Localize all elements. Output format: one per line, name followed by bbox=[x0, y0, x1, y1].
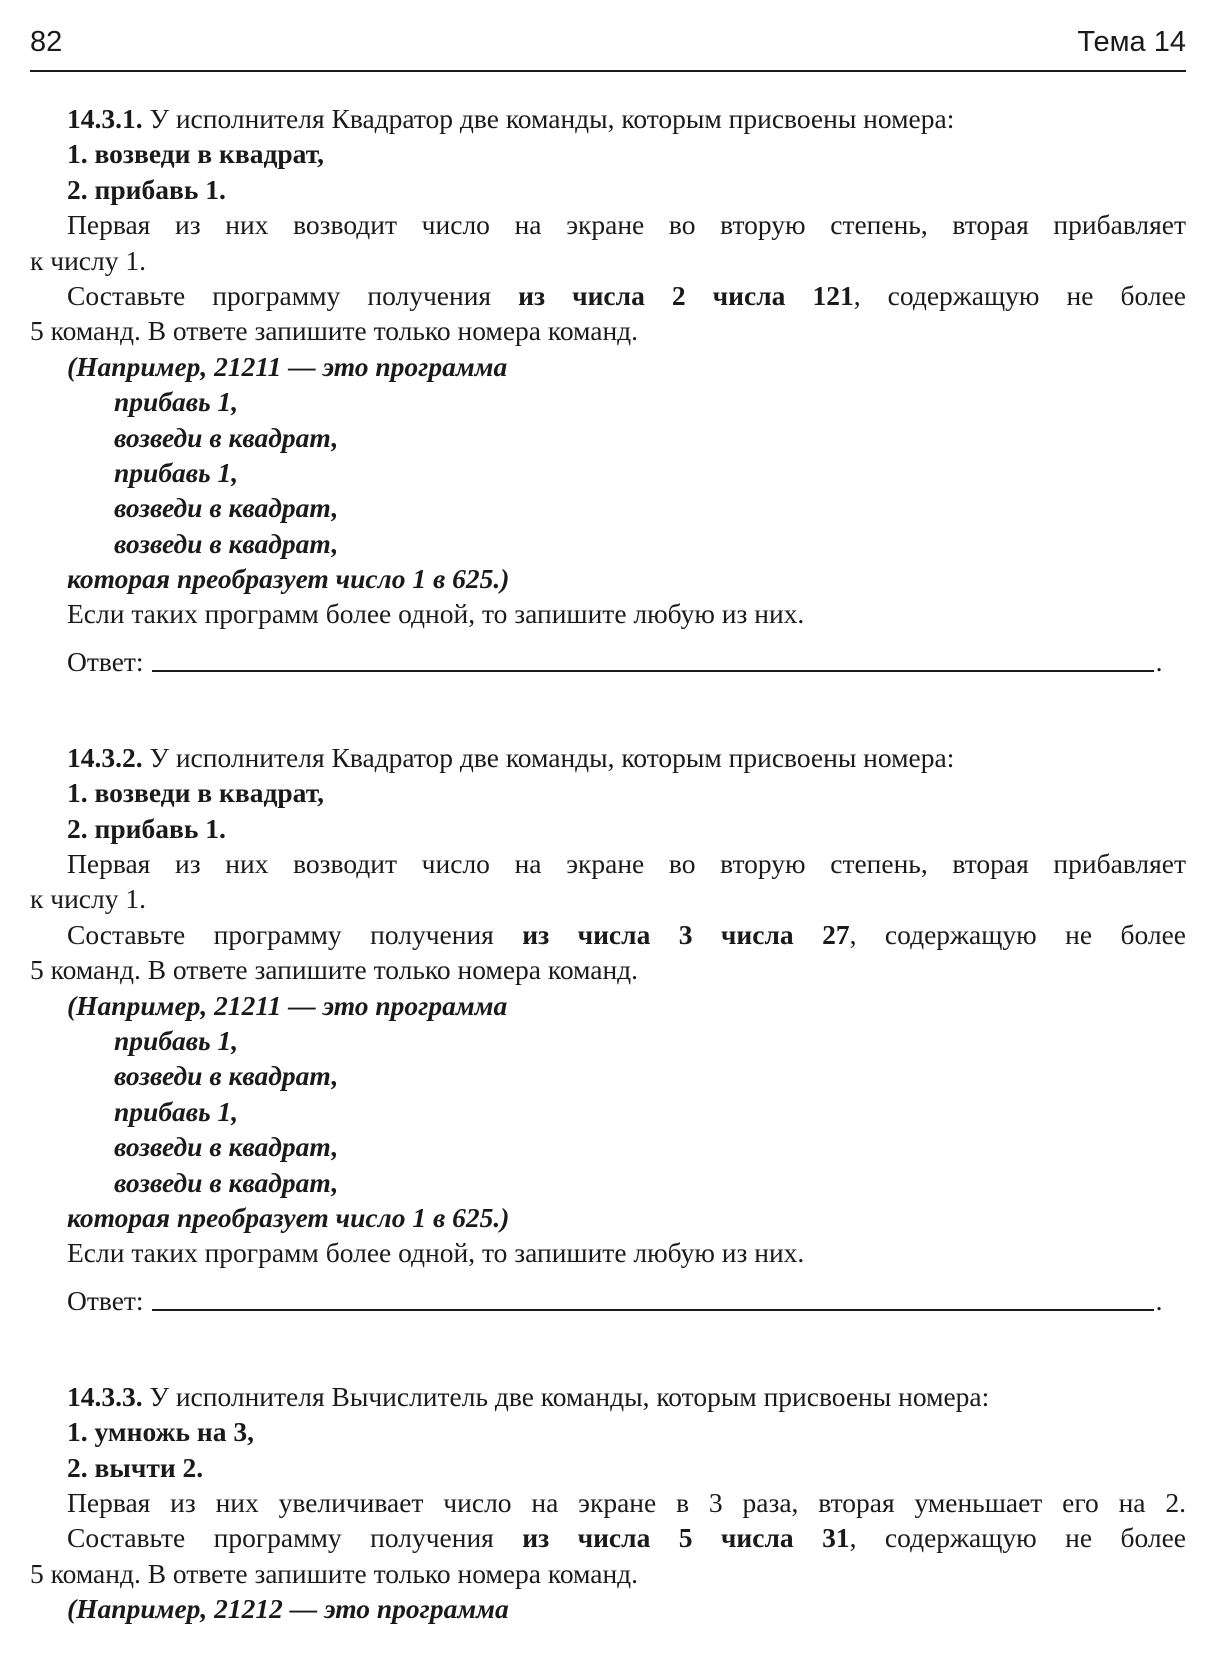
command-2: 2. прибавь 1. bbox=[67, 173, 226, 205]
task-number: 14.3.1. bbox=[67, 103, 143, 134]
task-intro bbox=[30, 101, 1186, 136]
answer-blank-line[interactable] bbox=[152, 1285, 1154, 1311]
description-line: к числу 1. bbox=[30, 883, 146, 915]
task-14-3-1 bbox=[30, 101, 1186, 680]
answer-label: Ответ: bbox=[67, 646, 144, 678]
task-intro-text: У исполнителя Квадратор две команды, которым присвоены номера: bbox=[149, 103, 955, 134]
example-intro: (Например, 21212 — это программа bbox=[67, 1593, 509, 1625]
answer-row: Ответ: . bbox=[30, 640, 1186, 680]
example-step: прибавь 1, bbox=[114, 386, 239, 418]
task-number: 14.3.2. bbox=[67, 741, 143, 773]
example-intro: (Например, 21211 — это программа bbox=[67, 350, 508, 382]
example-outro: которая преобразует число 1 в 625.) bbox=[67, 1201, 510, 1233]
task-statement: Составьте программу получения из числа 2 числа 121, содержащую не более bbox=[67, 279, 1187, 311]
task-intro bbox=[30, 1379, 1186, 1414]
task-statement: Составьте программу получения из числа 5 числа 31, содержащую не более bbox=[67, 1522, 1187, 1554]
task-statement: Составьте программу получения из числа 3 числа 27, содержащую не более bbox=[67, 918, 1187, 950]
answer-label: Ответ: bbox=[67, 1285, 144, 1317]
task-statement: 5 команд. В ответе запишите только номера команд. bbox=[30, 1557, 639, 1589]
task-target: из числа 2 числа 121 bbox=[518, 279, 854, 311]
answer-row: Ответ: . bbox=[30, 1279, 1186, 1319]
example-step: прибавь 1, bbox=[114, 1024, 239, 1056]
task-note: Если таких программ более одной, то запишите любую из них. bbox=[67, 598, 805, 630]
task-intro-text: У исполнителя Квадратор две команды, которым присвоены номера: bbox=[149, 741, 955, 773]
task-14-3-3 bbox=[30, 1379, 1186, 1627]
description-line: Первая из них увеличивает число на экране в 3 раза, вторая уменьшает его на 2. bbox=[67, 1486, 1186, 1518]
answer-blank-line[interactable] bbox=[152, 646, 1154, 672]
task-intro-text: У исполнителя Вычислитель две команды, которым присвоены номера: bbox=[149, 1380, 990, 1412]
page-content bbox=[30, 101, 1186, 1626]
task-intro bbox=[30, 740, 1186, 775]
task-statement: 5 команд. В ответе запишите только номера команд. bbox=[30, 954, 639, 986]
command-2: 2. вычти 2. bbox=[67, 1451, 204, 1483]
example-outro: которая преобразует число 1 в 625.) bbox=[67, 563, 510, 595]
example-step: возведи в квадрат, bbox=[114, 492, 339, 524]
example-step: возведи в квадрат, bbox=[114, 1060, 339, 1092]
page-header bbox=[30, 22, 1186, 72]
example-intro: (Например, 21211 — это программа bbox=[67, 989, 508, 1021]
command-1: 1. возведи в квадрат, bbox=[67, 777, 325, 809]
task-note: Если таких программ более одной, то запишите любую из них. bbox=[67, 1237, 805, 1269]
example-step: прибавь 1, bbox=[114, 1095, 239, 1127]
example-step: возведи в квадрат, bbox=[114, 421, 339, 453]
task-14-3-2 bbox=[30, 740, 1186, 1319]
task-target: из числа 3 числа 27 bbox=[522, 918, 850, 950]
command-2: 2. прибавь 1. bbox=[67, 812, 226, 844]
command-1: 1. умножь на 3, bbox=[67, 1416, 254, 1448]
example-step: прибавь 1, bbox=[114, 456, 239, 488]
topic-title: Тема 14 bbox=[1077, 26, 1186, 58]
task-statement: 5 команд. В ответе запишите только номера команд. bbox=[30, 315, 639, 347]
description-line: к числу 1. bbox=[30, 244, 146, 276]
description-line: Первая из них возводит число на экране во вторую степень, вторая прибавляет bbox=[67, 848, 1186, 880]
example-step: возведи в квадрат, bbox=[114, 1166, 339, 1198]
task-target: из числа 5 числа 31 bbox=[522, 1522, 850, 1554]
example-step: возведи в квадрат, bbox=[114, 527, 339, 559]
page-number: 82 bbox=[30, 26, 63, 58]
example-step: возведи в квадрат, bbox=[114, 1131, 339, 1163]
description-line: Первая из них возводит число на экране во вторую степень, вторая прибавляет bbox=[67, 209, 1186, 241]
command-1: 1. возведи в квадрат, bbox=[67, 138, 325, 170]
task-number: 14.3.3. bbox=[67, 1380, 143, 1412]
